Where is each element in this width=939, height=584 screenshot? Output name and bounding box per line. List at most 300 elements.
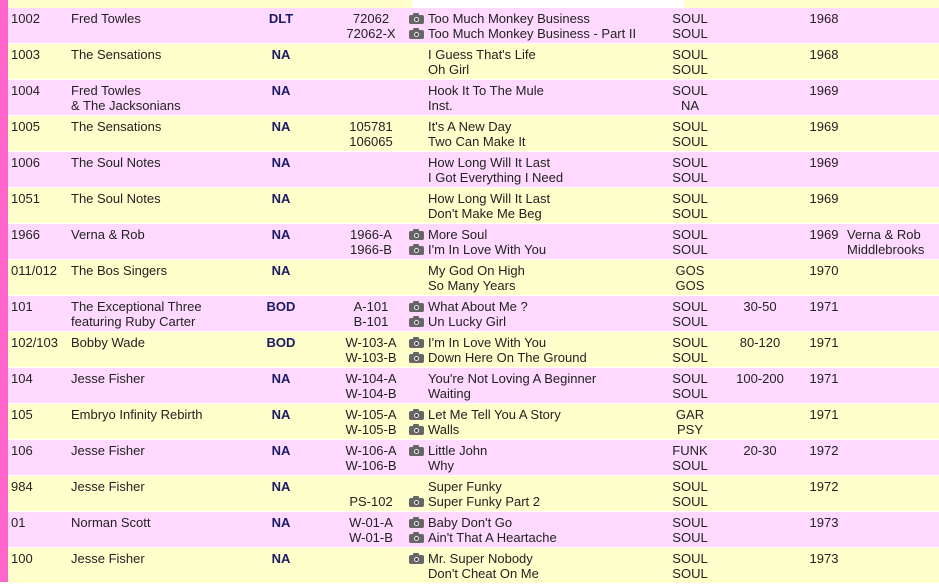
song-title-line — [409, 458, 487, 473]
genre — [658, 191, 722, 221]
camera-icon[interactable] — [409, 13, 424, 24]
genre-line: GAR — [675, 407, 705, 422]
matrix-number — [321, 479, 421, 509]
artist-name-line: Norman Scott — [71, 515, 151, 530]
song-title-line — [409, 62, 536, 77]
song-title-line — [409, 11, 636, 26]
label-code: NA — [271, 47, 291, 62]
matrix-number-line — [321, 98, 421, 113]
genre-line: SOUL — [672, 62, 708, 77]
song-titles — [409, 263, 525, 293]
song-title: Two Can Make It — [428, 134, 526, 149]
song-title: Baby Don't Go — [428, 515, 513, 530]
matrix-number — [321, 515, 421, 545]
song-titles — [409, 515, 557, 545]
matrix-number-line — [321, 278, 421, 293]
song-title-line — [409, 530, 557, 545]
camera-icon[interactable] — [409, 409, 424, 420]
genre-line: SOUL — [672, 458, 708, 473]
matrix-number — [321, 299, 421, 329]
genre — [658, 83, 722, 113]
release-year: 1969 — [809, 191, 839, 206]
song-title: My God On High — [428, 263, 525, 278]
song-title-line — [409, 479, 540, 494]
genre-line: SOUL — [672, 371, 708, 386]
matrix-number-line: 1966-A — [350, 227, 392, 242]
catalog-number: 1005 — [11, 119, 40, 134]
artist-name-line: The Soul Notes — [71, 155, 161, 170]
genre-line: SOUL — [672, 530, 708, 545]
artist-name-line: The Soul Notes — [71, 191, 161, 206]
song-title: How Long Will It Last — [428, 191, 551, 206]
matrix-number — [321, 407, 421, 437]
artist-name — [71, 551, 145, 566]
label-code: NA — [271, 263, 291, 278]
genre — [658, 119, 722, 149]
matrix-number — [321, 335, 421, 365]
artist-name — [71, 407, 203, 422]
song-titles — [409, 227, 546, 257]
artist-name — [71, 191, 161, 206]
release-year: 1969 — [809, 155, 839, 170]
song-titles — [409, 443, 487, 473]
artist-name — [71, 119, 161, 134]
song-title-line — [409, 242, 546, 257]
artist-name-line: The Sensations — [71, 47, 162, 62]
genre — [658, 515, 722, 545]
label-code: DLT — [268, 11, 294, 26]
artist-name-line: Bobby Wade — [71, 335, 145, 350]
camera-icon[interactable] — [409, 517, 424, 528]
genre-line: FUNK — [672, 443, 708, 458]
song-titles — [409, 119, 526, 149]
genre — [658, 299, 722, 329]
genre-line: SOUL — [672, 479, 708, 494]
release-year: 1969 — [809, 83, 839, 98]
artist-name — [71, 443, 145, 458]
matrix-number-line — [321, 155, 421, 170]
table-row — [8, 116, 939, 152]
catalog-number: 104 — [11, 371, 33, 386]
song-title-line — [409, 494, 540, 509]
label-code: NA — [271, 551, 291, 566]
song-title: I Guess That's Life — [428, 47, 536, 62]
song-titles — [409, 551, 539, 581]
label-code: NA — [271, 515, 291, 530]
table-row — [8, 404, 939, 440]
matrix-number-line: 105781 — [349, 119, 393, 134]
label-code: NA — [271, 155, 291, 170]
matrix-number-line: W-106-A — [345, 443, 397, 458]
artist-name-line: Embryo Infinity Rebirth — [71, 407, 203, 422]
genre — [658, 551, 722, 581]
song-title-line — [409, 227, 546, 242]
matrix-number-line: PS-102 — [349, 494, 393, 509]
artist-name — [71, 335, 145, 350]
camera-icon[interactable] — [409, 445, 424, 456]
genre-line: SOUL — [672, 566, 708, 581]
artist-name-line: & The Jacksonians — [71, 98, 181, 113]
song-title: Waiting — [428, 386, 471, 401]
genre-line: SOUL — [672, 11, 708, 26]
genre-line: SOUL — [672, 83, 708, 98]
genre — [658, 443, 722, 473]
table-top-edge — [8, 0, 939, 8]
genre-line: SOUL — [672, 386, 708, 401]
genre — [658, 335, 722, 365]
price-range: 80-120 — [739, 335, 781, 350]
song-titles — [409, 155, 563, 185]
song-title: Oh Girl — [428, 62, 470, 77]
genre-line: SOUL — [672, 155, 708, 170]
label-code: BOD — [266, 299, 296, 314]
song-title: I'm In Love With You — [428, 242, 547, 257]
artist-name-line: Jesse Fisher — [71, 551, 145, 566]
song-title-line — [409, 314, 528, 329]
genre-line: SOUL — [672, 335, 708, 350]
song-titles — [409, 299, 528, 329]
genre — [658, 155, 722, 185]
song-title: Ain't That A Heartache — [428, 530, 557, 545]
song-title: Down Here On The Ground — [428, 350, 587, 365]
genre-line: GOS — [675, 278, 705, 293]
song-title-line — [409, 350, 587, 365]
label-code: NA — [271, 479, 291, 494]
genre-line: SOUL — [672, 47, 708, 62]
artist-name — [71, 11, 141, 26]
genre — [658, 479, 722, 509]
genre-line: SOUL — [672, 494, 708, 509]
song-title-line — [409, 134, 526, 149]
matrix-number-line: W-104-A — [345, 371, 397, 386]
song-title-line — [409, 83, 544, 98]
matrix-number-line: 1966-B — [350, 242, 392, 257]
matrix-number — [321, 371, 421, 401]
release-year: 1971 — [809, 371, 839, 386]
genre-line: SOUL — [672, 350, 708, 365]
matrix-number-line: A-101 — [353, 299, 389, 314]
table-row — [8, 260, 939, 296]
discography-table — [8, 8, 939, 584]
matrix-number-line: W-105-B — [345, 422, 397, 437]
genre-line: SOUL — [672, 134, 708, 149]
table-row — [8, 8, 939, 44]
song-title-line — [409, 443, 487, 458]
song-title-line — [409, 263, 525, 278]
release-year: 1972 — [809, 443, 839, 458]
camera-icon[interactable] — [409, 532, 424, 543]
label-code: BOD — [266, 335, 296, 350]
song-title: How Long Will It Last — [428, 155, 551, 170]
artist-name — [71, 227, 145, 242]
camera-icon[interactable] — [409, 28, 424, 39]
song-title-line — [409, 155, 563, 170]
genre — [658, 263, 722, 293]
song-title-line — [409, 278, 525, 293]
camera-icon[interactable] — [409, 316, 424, 327]
genre — [658, 407, 722, 437]
genre-line: SOUL — [672, 242, 708, 257]
song-titles — [409, 191, 550, 221]
price-range: 20-30 — [743, 443, 777, 458]
matrix-number-line: W-103-A — [345, 335, 397, 350]
song-title: Let Me Tell You A Story — [428, 407, 561, 422]
matrix-number-line — [321, 83, 421, 98]
catalog-number: 102/103 — [11, 335, 58, 350]
matrix-number-line: 106065 — [349, 134, 393, 149]
song-title: Super Funky Part 2 — [428, 494, 540, 509]
camera-icon[interactable] — [409, 244, 424, 255]
table-row — [8, 152, 939, 188]
camera-icon[interactable] — [409, 553, 424, 564]
song-title: What About Me ? — [428, 299, 528, 314]
matrix-number — [321, 191, 421, 221]
label-code: NA — [271, 371, 291, 386]
matrix-number — [321, 119, 421, 149]
price-range: 100-200 — [736, 371, 784, 386]
song-title: Super Funky — [428, 479, 502, 494]
song-titles — [409, 11, 636, 41]
catalog-number: 100 — [11, 551, 33, 566]
genre-line: SOUL — [672, 119, 708, 134]
artist-name — [71, 263, 167, 278]
song-title: Mr. Super Nobody — [428, 551, 533, 566]
left-accent-bar — [0, 0, 8, 582]
table-row — [8, 476, 939, 512]
genre-line: SOUL — [672, 191, 708, 206]
artist-name — [71, 371, 145, 386]
matrix-number-line — [321, 47, 421, 62]
song-title-line — [409, 119, 526, 134]
matrix-number-line — [321, 191, 421, 206]
song-titles — [409, 479, 540, 509]
song-title: Little John — [428, 443, 488, 458]
catalog-number: 101 — [11, 299, 33, 314]
artist-name-line: Verna & Rob — [71, 227, 145, 242]
song-title: Inst. — [428, 98, 453, 113]
matrix-number-line: 72062 — [352, 11, 390, 26]
table-row — [8, 188, 939, 224]
song-title: Un Lucky Girl — [428, 314, 507, 329]
song-title-line — [409, 206, 550, 221]
release-year: 1973 — [809, 551, 839, 566]
catalog-number: 105 — [11, 407, 33, 422]
notes-line: Verna & Rob — [847, 227, 921, 242]
release-year: 1970 — [809, 263, 839, 278]
genre — [658, 371, 722, 401]
matrix-number — [321, 551, 421, 581]
camera-icon[interactable] — [409, 424, 424, 435]
release-year: 1968 — [809, 11, 839, 26]
catalog-number: 01 — [11, 515, 26, 530]
matrix-number — [321, 227, 421, 257]
matrix-number-line — [321, 62, 421, 77]
matrix-number — [321, 11, 421, 41]
release-year: 1971 — [809, 407, 839, 422]
matrix-number-line: W-105-A — [345, 407, 397, 422]
song-title-line — [409, 299, 528, 314]
artist-name — [71, 155, 161, 170]
genre-line: NA — [680, 98, 700, 113]
matrix-number — [321, 47, 421, 77]
catalog-number: 1051 — [11, 191, 40, 206]
song-title: Too Much Monkey Business - Part II — [428, 26, 637, 41]
song-title-line — [409, 47, 536, 62]
genre — [658, 47, 722, 77]
catalog-number: 1002 — [11, 11, 40, 26]
matrix-number — [321, 155, 421, 185]
artist-name-line: Fred Towles — [71, 83, 141, 98]
camera-icon[interactable] — [409, 337, 424, 348]
table-row — [8, 296, 939, 332]
table-row — [8, 548, 939, 584]
genre — [658, 227, 722, 257]
genre-line: SOUL — [672, 26, 708, 41]
release-year: 1971 — [809, 335, 839, 350]
camera-icon[interactable] — [409, 496, 424, 507]
label-code: NA — [271, 443, 291, 458]
matrix-number-line — [321, 566, 421, 581]
matrix-number-line — [321, 479, 421, 494]
song-title-line — [409, 422, 561, 437]
matrix-number-line — [321, 263, 421, 278]
song-title-line — [409, 566, 539, 581]
camera-icon[interactable] — [409, 301, 424, 312]
genre-line: SOUL — [672, 227, 708, 242]
genre-line: GOS — [675, 263, 705, 278]
genre-line: SOUL — [672, 206, 708, 221]
artist-name — [71, 515, 150, 530]
catalog-number: 1003 — [11, 47, 40, 62]
matrix-number-line: W-01-A — [349, 515, 393, 530]
genre-line: SOUL — [672, 170, 708, 185]
song-titles — [409, 407, 561, 437]
song-titles — [409, 83, 544, 113]
release-year: 1969 — [809, 119, 839, 134]
table-row — [8, 44, 939, 80]
genre-line: SOUL — [672, 551, 708, 566]
song-title: I Got Everything I Need — [428, 170, 564, 185]
song-title: More Soul — [428, 227, 488, 242]
price-range: 30-50 — [743, 299, 777, 314]
song-titles — [409, 47, 536, 77]
matrix-number-line — [321, 551, 421, 566]
table-row — [8, 332, 939, 368]
song-title-line — [409, 26, 636, 41]
matrix-number-line — [321, 170, 421, 185]
artist-name-line: featuring Ruby Carter — [71, 314, 196, 329]
genre-line: SOUL — [672, 314, 708, 329]
release-year: 1969 — [809, 227, 839, 242]
catalog-number: 1966 — [11, 227, 40, 242]
camera-icon[interactable] — [409, 229, 424, 240]
table-row — [8, 512, 939, 548]
song-title: You're Not Loving A Beginner — [428, 371, 597, 386]
catalog-number: 011/012 — [11, 263, 58, 278]
artist-name-line: The Bos Singers — [71, 263, 168, 278]
release-year: 1968 — [809, 47, 839, 62]
matrix-number-line: W-01-B — [349, 530, 393, 545]
label-code: NA — [271, 191, 291, 206]
song-title-line — [409, 335, 587, 350]
song-title-line — [409, 386, 596, 401]
table-row — [8, 80, 939, 116]
label-code: NA — [271, 227, 291, 242]
matrix-number-line: W-106-B — [345, 458, 397, 473]
artist-name — [71, 47, 161, 62]
artist-name-line: The Sensations — [71, 119, 162, 134]
matrix-number-line — [321, 206, 421, 221]
artist-name-line: Fred Towles — [71, 11, 141, 26]
song-title: Walls — [428, 422, 460, 437]
artist-name — [71, 299, 202, 329]
artist-name-line: Jesse Fisher — [71, 443, 145, 458]
matrix-number — [321, 83, 421, 113]
matrix-number — [321, 443, 421, 473]
song-title-line — [409, 170, 563, 185]
song-title-line — [409, 371, 596, 386]
release-year: 1972 — [809, 479, 839, 494]
catalog-number: 984 — [11, 479, 33, 494]
song-title-line — [409, 98, 544, 113]
matrix-number-line: B-101 — [353, 314, 389, 329]
artist-name-line: The Exceptional Three — [71, 299, 202, 314]
matrix-number — [321, 263, 421, 293]
notes — [847, 227, 924, 257]
song-title: I'm In Love With You — [428, 335, 547, 350]
genre-line: PSY — [676, 422, 703, 437]
song-title-line — [409, 551, 539, 566]
song-title-line — [409, 191, 550, 206]
matrix-number-line: W-103-B — [345, 350, 397, 365]
song-title: Don't Make Me Beg — [428, 206, 542, 221]
song-title: Too Much Monkey Business — [428, 11, 590, 26]
song-title-line — [409, 515, 557, 530]
artist-name — [71, 83, 181, 113]
matrix-number-line: 72062-X — [346, 26, 396, 41]
genre-line: SOUL — [672, 515, 708, 530]
catalog-number: 1006 — [11, 155, 40, 170]
release-year: 1971 — [809, 299, 839, 314]
catalog-number: 1004 — [11, 83, 40, 98]
genre-line: SOUL — [672, 299, 708, 314]
song-title: Hook It To The Mule — [428, 83, 544, 98]
table-row — [8, 440, 939, 476]
notes-line: Middlebrooks — [847, 242, 925, 257]
song-title: Don't Cheat On Me — [428, 566, 539, 581]
genre — [658, 11, 722, 41]
matrix-number-line: W-104-B — [345, 386, 397, 401]
camera-icon[interactable] — [409, 352, 424, 363]
artist-name — [71, 479, 145, 494]
release-year: 1973 — [809, 515, 839, 530]
label-code: NA — [271, 83, 291, 98]
song-titles — [409, 371, 596, 401]
label-code: NA — [271, 119, 291, 134]
label-code: NA — [271, 407, 291, 422]
song-titles — [409, 335, 587, 365]
table-row — [8, 368, 939, 404]
song-title: So Many Years — [428, 278, 516, 293]
song-title: Why — [428, 458, 454, 473]
artist-name-line: Jesse Fisher — [71, 479, 145, 494]
artist-name-line: Jesse Fisher — [71, 371, 145, 386]
catalog-number: 106 — [11, 443, 33, 458]
song-title: It's A New Day — [428, 119, 512, 134]
song-title-line — [409, 407, 561, 422]
header-gap — [412, 0, 684, 8]
table-row — [8, 224, 939, 260]
